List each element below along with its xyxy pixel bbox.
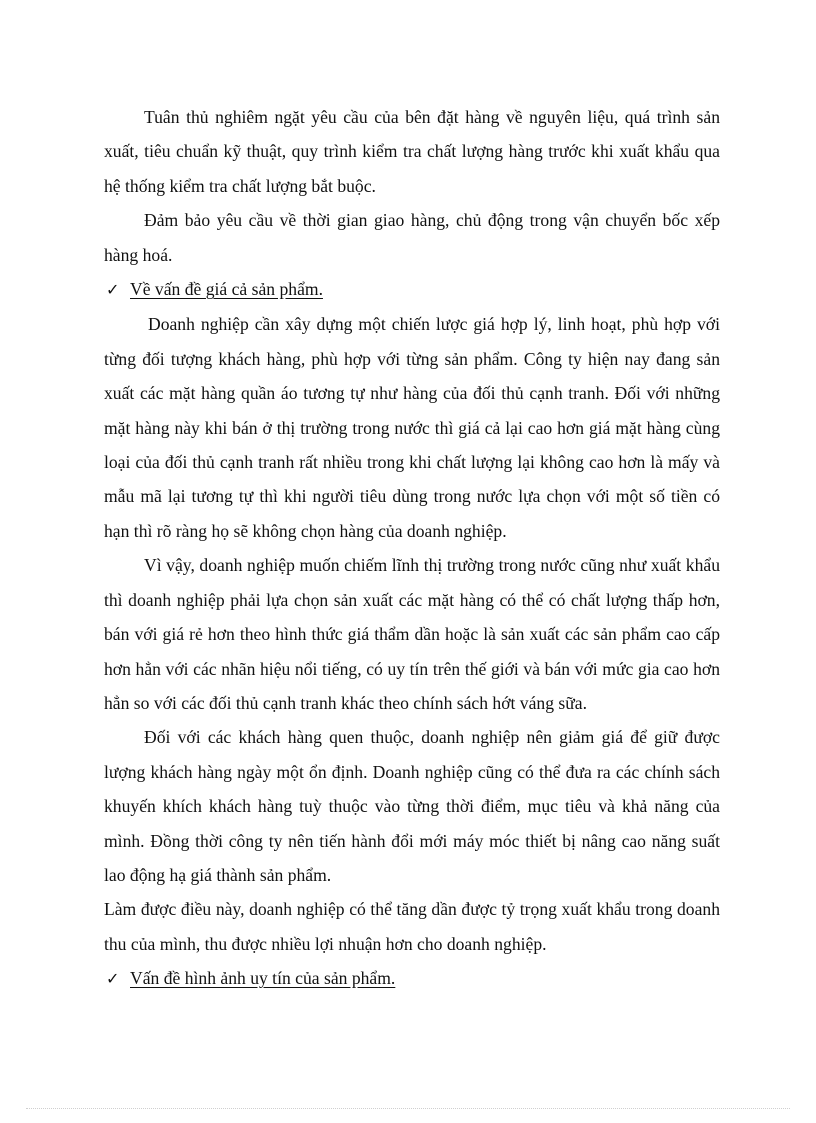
paragraph-delivery-time: Đảm bảo yêu cầu về thời gian giao hàng, chủ động trong vận chuyển bốc xếp hàng hoá.	[104, 210, 720, 265]
paragraph-quality-compliance: Tuân thủ nghiêm ngặt yêu cầu của bên đặt hàng về nguyên liệu, quá trình sản xuất, tiêu chuẩn kỹ thuật, quy trình kiểm tra chất lượng hàng trước khi xuất khẩu qua hệ thống kiểm tra chất lượng bắt buộc.	[104, 107, 720, 196]
page-bottom-rule	[26, 1108, 790, 1109]
document-body	[104, 100, 720, 997]
heading-price-issue	[104, 272, 720, 307]
check-icon: ✓	[106, 280, 120, 300]
paragraph-export-share: Làm được điều này, doanh nghiệp có thể tăng dần được tỷ trọng xuất khẩu trong doanh thu của mình, thu được nhiều lợi nhuận hơn cho doanh nghiệp.	[104, 899, 720, 954]
heading-product-reputation-text: Vấn đề hình ảnh uy tín của sản phẩm.	[130, 968, 396, 989]
paragraph-loyal-customers: Đối với các khách hàng quen thuộc, doanh nghiệp nên giảm giá để giữ được lượng khách hàng ngày một ổn định. Doanh nghiệp cũng có thể đưa ra các chính sách khuyến khích khách hàng tuỳ thuộc vào từng thời điểm, mục tiêu và khả năng của mình. Đồng thời công ty nên tiến hành đổi mới máy móc thiết bị nâng cao năng suất lao động hạ giá thành sản phẩm.	[104, 727, 720, 885]
heading-product-reputation	[104, 961, 720, 996]
check-icon: ✓	[106, 969, 120, 989]
heading-price-issue-text: Về vấn đề giá cả sản phẩm.	[130, 279, 323, 300]
paragraph-pricing-strategy: Doanh nghiệp cần xây dựng một chiến lược giá hợp lý, linh hoạt, phù hợp với từng đối tượng khách hàng, phù hợp với từng sản phẩm. Công ty hiện nay đang sản xuất các mặt hàng quần áo tương tự như hàng của đối thủ cạnh tranh. Đối với những mặt hàng này khi bán ở thị trường trong nước thì giá cả lại cao hơn giá mặt hàng cùng loại của đối thủ cạnh tranh rất nhiều trong khi chất lượng lại không cao hơn là mấy và mẫu mã lại tương tự thì khi người tiêu dùng trong nước lựa chọn với một số tiền có hạn thì rõ ràng họ sẽ không chọn hàng của doanh nghiệp.	[104, 314, 720, 541]
paragraph-market-choice: Vì vậy, doanh nghiệp muốn chiếm lĩnh thị trường trong nước cũng như xuất khẩu thì doanh nghiệp phải lựa chọn sản xuất các mặt hàng có thể có chất lượng thấp hơn, bán với giá rẻ hơn theo hình thức giá thẩm dần hoặc là sản xuất các sản phẩm cao cấp hơn hẳn với các nhãn hiệu nổi tiếng, có uy tín trên thế giới và bán với mức gia cao hơn hẳn so với các đối thủ cạnh tranh khác theo chính sách hớt váng sữa.	[104, 555, 720, 713]
